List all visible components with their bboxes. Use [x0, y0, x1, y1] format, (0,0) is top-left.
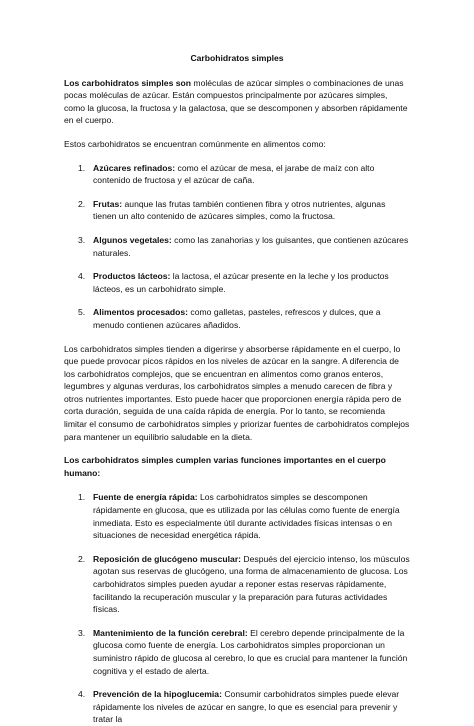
- list-item-label: Algunos vegetales:: [93, 234, 172, 245]
- list-item-text: El cerebro depende principalmente de la glucosa como fuente de energía. Los carbohidratos simples proporcionan un suministro rápido de glucosa al cerebro, lo que es crucial para mantener la función cognitiva y el estado de alerta.: [93, 627, 408, 676]
- list-item-text: la lactosa, el azúcar presente en la leche y los productos lácteos, es un carbohidrato simple.: [93, 271, 389, 294]
- list-number: 4.: [78, 271, 86, 282]
- list-item: [64, 234, 410, 259]
- list-item: [64, 553, 410, 616]
- list-item: [64, 270, 410, 295]
- list-item-text: aunque las frutas también contienen fibra y otros nutrientes, algunas tienen un alto contenido de azúcares simples, como la fructosa.: [93, 198, 386, 222]
- functions-list: [64, 491, 410, 726]
- intro-text: moléculas de azúcar simples o combinaciones de unas pocas moléculas de azúcar. Están compuestos principalmente por azúcares simples, como la glucosa, la fructosa y la galactosa, que se descomponen y absorben rápidamente en el cuerpo.: [64, 77, 408, 126]
- list-number: 1.: [78, 162, 86, 173]
- list-item-label: Prevención de la hipoglucemia:: [93, 689, 222, 700]
- list-item-text: Los carbohidratos simples se descomponen rápidamente en glucosa, que es utilizada por las células como fuente de energía inmediata. Esto es especialmente útil durante actividades físicas intensas o en situaciones de necesidad energética rápida.: [93, 492, 400, 541]
- list-item-text: como el azúcar de mesa, el jarabe de maíz con alto contenido de fructosa y el azúcar de caña.: [93, 162, 375, 186]
- list-item-label: Frutas:: [93, 198, 123, 209]
- list-number: 1.: [78, 492, 86, 503]
- list-item: [64, 627, 410, 677]
- list-item-text: Consumir carbohidratos simples puede elevar rápidamente los niveles de azúcar en sangre, lo que es esencial para prevenir y tratar la: [93, 689, 400, 725]
- foods-intro: Estos carbohidratos se encuentran comúnmente en alimentos como:: [64, 138, 326, 149]
- digestion-paragraph: Los carbohidratos simples tienden a digerirse y absorberse rápidamente en el cuerpo, lo que puede provocar picos rápidos en los niveles de azúcar en la sangre. A diferencia de los carbohidratos complejos, que se encuentran en alimentos como granos enteros, legumbres y algunas verduras, los carbohidratos simples a menudo carecen de fibra y otros nutrientes importantes. Esto puede hacer que proporcionen energía rápida pero de corta duración, seguida de una caída rápida de energía. Por lo tanto, se recomienda limitar el consumo de carbohidratos simples y priorizar fuentes de carbohidratos complejos para mantener un equilibrio saludable en la dieta.: [64, 343, 410, 442]
- intro-paragraph: [64, 77, 410, 127]
- list-item-label: Fuente de energía rápida:: [93, 492, 198, 503]
- list-item-label: Mantenimiento de la función cerebral:: [93, 627, 248, 638]
- page-title: Carbohidratos simples: [190, 53, 284, 63]
- list-item-text: como galletas, pasteles, refrescos y dulces, que a menudo contienen azúcares añadidos.: [93, 307, 381, 330]
- foods-list: [64, 162, 410, 332]
- list-item: [64, 198, 410, 223]
- list-item: [64, 306, 410, 331]
- list-number: 2.: [78, 553, 86, 564]
- list-item: [64, 688, 410, 726]
- list-item-text: como las zanahorias y los guisantes, que contienen azúcares naturales.: [93, 234, 409, 258]
- list-item-label: Azúcares refinados:: [93, 162, 176, 173]
- list-number: 2.: [78, 198, 86, 209]
- list-number: 5.: [78, 307, 86, 318]
- list-item: [64, 491, 410, 541]
- list-item-label: Reposición de glucógeno muscular:: [93, 553, 242, 564]
- list-number: 3.: [78, 627, 86, 638]
- list-number: 4.: [78, 689, 86, 700]
- list-item-label: Productos lácteos:: [93, 271, 171, 282]
- list-item-label: Alimentos procesados:: [93, 307, 189, 318]
- functions-heading: Los carbohidratos simples cumplen varias funciones importantes en el cuerpo humano:: [64, 455, 386, 478]
- list-number: 3.: [78, 234, 86, 245]
- list-item: [64, 162, 410, 187]
- intro-lead: Los carbohidratos simples son: [64, 77, 192, 88]
- list-item-text: Después del ejercicio intenso, los músculos agotan sus reservas de glucógeno, una forma de almacenamiento de glucosa. Los carbohidratos simples pueden ayudar a reponer estas reservas rápidamente, facilitando la recuperación muscular y la preparación para futuras actividades físicas.: [93, 553, 410, 615]
